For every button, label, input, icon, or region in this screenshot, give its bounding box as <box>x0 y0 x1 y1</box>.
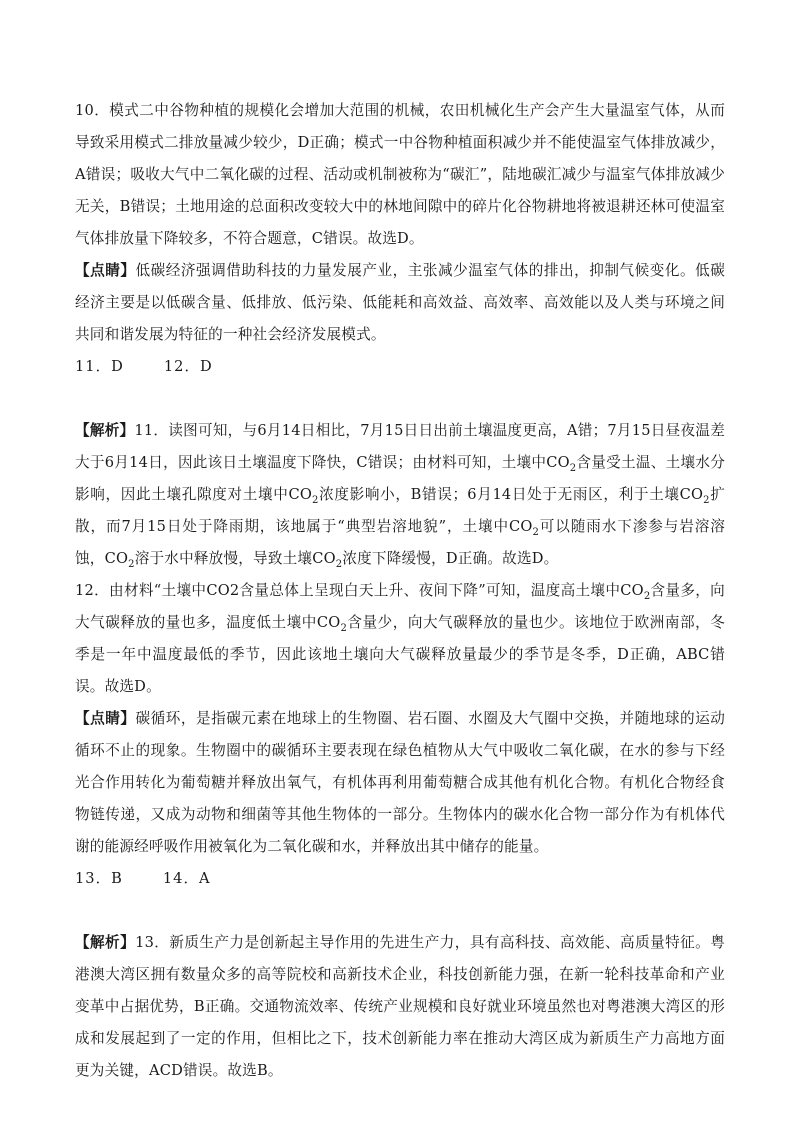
answer-11: 11．D <box>75 358 124 375</box>
subscript-2: 2 <box>128 558 135 570</box>
note-tag: 【点睛】 <box>75 262 136 279</box>
analysis-13-paragraph <box>75 927 725 1087</box>
analysis-11-text: 可以随雨水下渗参与岩溶溶蚀，CO <box>75 518 726 567</box>
analysis-11-text: 浓度影响小，B错误；6月14日处于无雨区，利于土壤CO <box>318 486 704 503</box>
document-content <box>75 95 725 1087</box>
spacer <box>75 895 725 927</box>
answers-13-14 <box>75 863 725 895</box>
subscript-2: 2 <box>703 494 710 506</box>
answers-11-12 <box>75 351 725 383</box>
subscript-2: 2 <box>335 558 343 570</box>
answer-13: 13．B <box>75 870 123 887</box>
note-paragraph-2 <box>75 703 725 863</box>
q12-text: 12．由材料“土壤中CO2含量总体上呈现白天上升、夜间下降”可知，温度高土壤中CO <box>75 582 644 599</box>
analysis-11-text: 溶于水中释放慢，导致土壤CO <box>134 550 336 567</box>
analysis-11-text: 含量受土温、土壤水分影响，因此土壤孔隙度对土壤中CO <box>75 454 725 503</box>
note-paragraph-1 <box>75 255 725 351</box>
analysis-13-text: 13．新质生产力是创新起主导作用的先进生产力，具有高科技、高效能、高质量特征。粤港澳大湾区拥有数量众多的高等院校和高新技术企业，科技创新能力强，在新一轮科技革命和产业变革中占据优势，B正确。交通物流效率、传统产业规模和良好就业环境虽然也对粤港澳大湾区的形成和发展起到了一定的作用，但相比之下，技术创新能力率在推动大湾区成为新质生产力高地方面更为关键，ACD错误。故选B。 <box>75 934 725 1079</box>
note-text: 碳循环，是指碳元素在地球上的生物圈、岩石圈、水圈及大气圈中交换，并随地球的运动循环不止的现象。生物圈中的碳循环主要表现在绿色植物从大气中吸收二氧化碳，在水的参与下经光合作用转化为葡萄糖并释放出氧气，有机体再利用葡萄糖合成其他有机化合物。有机化合物经食物链传递，又成为动物和细菌等其他生物体的一部分。生物体内的碳水化合物一部分作为有机体代谢的能源经呼吸作用被氧化为二氧化碳和水，并释放出其中储存的能量。 <box>75 710 725 855</box>
analysis-tag: 【解析】 <box>75 422 135 439</box>
q12-paragraph <box>75 575 725 703</box>
subscript-2: 2 <box>643 590 651 602</box>
note-text: 低碳经济强调借助科技的力量发展产业，主张减少温室气体的排出，抑制气候变化。低碳经济主要是以低碳含量、低排放、低污染、低能耗和高效益、高效率、高效能以及人类与环境之间共同和谐发展为特征的一种社会经济发展模式。 <box>75 262 725 343</box>
q12-text: 含量少，向大气碳释放的量也少。该地位于欧洲南部，冬季是一年中温度最低的季节，因此该地土壤向大气碳释放量最少的季节是冬季，D正确，ABC错误。故选D。 <box>75 614 725 695</box>
subscript-2: 2 <box>312 494 319 506</box>
analysis-11-text: 11．读图可知，与6月14日相比，7月15日日出前土壤温度更高，A错；7月15日昼夜温差大于6月14日，因此该日土壤温度下降快，C错误；由材料可知，土壤中CO <box>75 422 725 471</box>
analysis-11-paragraph <box>75 415 725 575</box>
subscript-2: 2 <box>532 526 540 538</box>
q10-text: 10．模式二中谷物种植的规模化会增加大范围的机械，农田机械化生产会产生大量温室气体，从而导致采用模式二排放量减少较少，D正确；模式一中谷物种植面积减少并不能使温室气体排放减少，A错误；吸收大气中二氧化碳的过程、活动或机制被称为“碳汇”，陆地碳汇减少与温室气体排放减少无关，B错误；土地用途的总面积改变较大中的林地间隙中的碎片化谷物耕地将被退耕还林可使温室气体排放量下降较多，不符合题意，C错误。故选D。 <box>75 102 725 247</box>
subscript-2: 2 <box>569 462 577 474</box>
answer-14: 14．A <box>162 870 211 887</box>
analysis-tag: 【解析】 <box>75 934 136 951</box>
analysis-11-text: 浓度下降缓慢，D正确。故选D。 <box>342 550 559 567</box>
analysis-11-text: 扩散，而7月15日处于降雨期，该地属于“典型岩溶地貌”，土壤中CO <box>75 486 725 535</box>
answer-12: 12．D <box>163 358 213 375</box>
q12-text: 含量多，向大气碳释放的量也多，温度低土壤中CO <box>75 582 725 631</box>
subscript-2: 2 <box>340 622 348 634</box>
q10-paragraph <box>75 95 725 255</box>
spacer <box>75 383 725 415</box>
note-tag: 【点睛】 <box>75 710 136 727</box>
